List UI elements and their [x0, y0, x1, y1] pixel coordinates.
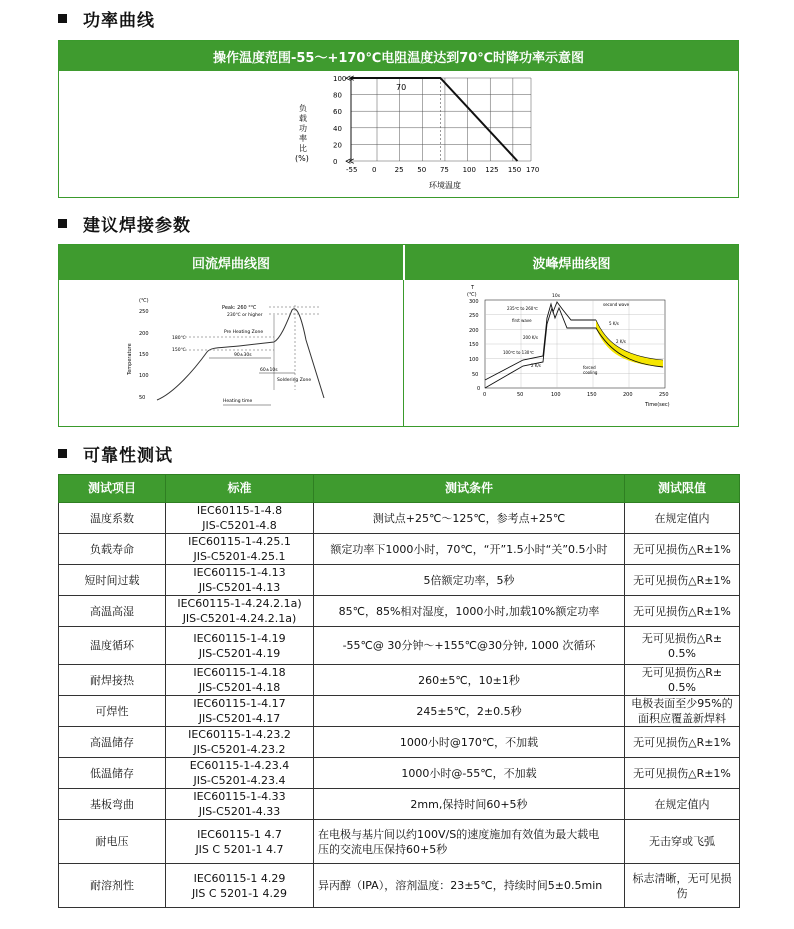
derating-curve — [351, 78, 517, 161]
cell-standard: IEC60115-1-4.25.1 JIS-C5201-4.25.1 — [166, 534, 314, 565]
wave-xtick: 200 — [623, 392, 633, 398]
axis-break-icon: ≪ — [345, 74, 355, 84]
reflow-ytick: 250 — [139, 309, 149, 315]
wave-ytick: 100 — [469, 357, 479, 363]
wave-forced: forced — [583, 365, 596, 370]
derating-ylabel: 负载功率比(%) — [295, 104, 309, 163]
cell-condition: 245±5℃，2±0.5秒 — [314, 696, 625, 727]
cell-limit: 无可见损伤△R±1% — [625, 758, 740, 789]
reflow-unit: (℃) — [139, 298, 149, 304]
divider — [403, 280, 404, 426]
table-row — [59, 665, 740, 696]
axis-break-icon: ≪ — [345, 157, 355, 167]
cell-standard: IEC60115-1 4.7 JIS C 5201-1 4.7 — [166, 820, 314, 864]
table-header-row — [59, 475, 740, 503]
cell-limit: 无可见损伤△R±1% — [625, 534, 740, 565]
bullet-square-icon — [58, 14, 67, 23]
cell-limit: 无可见损伤△R± 0.5% — [625, 665, 740, 696]
wave-ytick: 200 — [469, 328, 479, 334]
cell-condition: 1000小时@-55℃，不加载 — [314, 758, 625, 789]
cell-limit: 无击穿或飞弧 — [625, 820, 740, 864]
derating-xlabel: 环境温度 — [429, 181, 461, 190]
bullet-square-icon — [58, 449, 67, 458]
wave-second: second wave — [603, 302, 630, 307]
reflow-ytick: 50 — [139, 395, 146, 401]
table-row — [59, 758, 740, 789]
wave-s10: 10s — [552, 294, 561, 299]
cell-standard: IEC60115-1-4.13 JIS-C5201-4.13 — [166, 565, 314, 596]
wave-xtick: 100 — [551, 392, 561, 398]
cell-test-item: 耐电压 — [59, 820, 166, 864]
derating-chart-box — [58, 40, 739, 198]
wave-band — [596, 320, 663, 367]
cell-limit: 在规定值内 — [625, 789, 740, 820]
table-row — [59, 820, 740, 864]
table-row — [59, 534, 740, 565]
reflow-t60: 60±10s — [260, 368, 278, 373]
derating-xtick: 0 — [372, 166, 377, 174]
derating-xtick: 125 — [485, 166, 499, 174]
reflow-ytick: 100 — [139, 373, 149, 379]
derating-xtick: 25 — [394, 166, 404, 174]
cell-standard: EC60115-1-4.23.4 JIS-C5201-4.23.4 — [166, 758, 314, 789]
derating-xtick: -55 — [346, 166, 358, 174]
section-title-power-curve: 功率曲线 — [58, 6, 155, 31]
wave-header: 波峰焊曲线图 — [405, 245, 738, 280]
derating-header: 操作温度范围-55～+170℃电阻温度达到70℃时降功率示意图 — [59, 41, 738, 71]
wave-xtick: 0 — [483, 392, 487, 398]
wave-k200: 200 K/s — [523, 335, 538, 340]
cell-standard: IEC60115-1 4.29 JIS C 5201-1 4.29 — [166, 864, 314, 908]
wave-xtick: 150 — [587, 392, 597, 398]
cell-test-item: 负载寿命 — [59, 534, 166, 565]
table-row — [59, 503, 740, 534]
reflow-t150: 150℃ — [172, 348, 186, 353]
table-row — [59, 565, 740, 596]
derating-marker-label: 70 — [396, 83, 407, 92]
cell-standard: IEC60115-1-4.8 JIS-C5201-4.8 — [166, 503, 314, 534]
section-title-reliability: 可靠性测试 — [58, 441, 173, 466]
table-row — [59, 727, 740, 758]
wave-first: first wave — [512, 318, 532, 323]
derating-ytick: 60 — [333, 108, 342, 117]
cell-test-item: 耐焊接热 — [59, 665, 166, 696]
cell-standard: IEC60115-1-4.33 JIS-C5201-4.33 — [166, 789, 314, 820]
reliability-table — [58, 474, 740, 908]
derating-xtick: 170 — [526, 166, 540, 174]
reflow-ytick: 200 — [139, 331, 149, 337]
bullet-square-icon — [58, 219, 67, 228]
cell-standard: IEC60115-1-4.19 JIS-C5201-4.19 — [166, 627, 314, 665]
derating-ytick: 20 — [333, 141, 342, 150]
table-row — [59, 596, 740, 627]
cell-condition: 5倍额定功率，5秒 — [314, 565, 625, 596]
cell-test-item: 温度系数 — [59, 503, 166, 534]
cell-test-item: 可焊性 — [59, 696, 166, 727]
section-title-solder: 建议焊接参数 — [58, 211, 191, 236]
reflow-chart — [59, 280, 403, 426]
wave-time: Time(sec) — [645, 402, 670, 408]
wave-range1: 235℃ to 260℃ — [507, 306, 538, 311]
derating-ytick: 80 — [333, 91, 342, 100]
cell-test-item: 高温高湿 — [59, 596, 166, 627]
reflow-t90: 90±30s — [234, 353, 252, 358]
wave-cooling: cooling — [583, 370, 598, 375]
reflow-time: Heating time — [223, 399, 253, 404]
reflow-t180: 180℃ — [172, 336, 186, 341]
derating-ytick: 0 — [333, 158, 338, 166]
cell-condition: 260±5℃，10±1秒 — [314, 665, 625, 696]
cell-limit: 在规定值内 — [625, 503, 740, 534]
wave-range2: 100℃ to 130℃ — [503, 350, 534, 355]
derating-xtick: 100 — [462, 166, 476, 174]
cell-test-item: 高温储存 — [59, 727, 166, 758]
reflow-preheat: Pre Heating Zone — [224, 330, 264, 335]
solder-charts-box — [58, 244, 739, 427]
table-row — [59, 627, 740, 665]
reflow-ylabel: Temperature — [127, 343, 133, 375]
wave-ytick: 300 — [469, 299, 479, 305]
cell-test-item: 低温储存 — [59, 758, 166, 789]
wave-ytick: 0 — [477, 386, 481, 392]
cell-condition: 在电极与基片间以约100V/S的速度施加有效值为最大载电 压的交流电压保持60+5秒 — [314, 820, 625, 864]
cell-standard: IEC60115-1-4.23.2 JIS-C5201-4.23.2 — [166, 727, 314, 758]
wave-unit: (℃) — [467, 292, 477, 298]
reflow-header: 回流焊曲线图 — [59, 245, 403, 280]
reflow-peak: Peak: 260 °℃ — [222, 305, 257, 311]
wave-xtick: 50 — [517, 392, 524, 398]
cell-limit: 标志清晰，无可见损 伤 — [625, 864, 740, 908]
cell-condition: 2mm,保持时间60+5秒 — [314, 789, 625, 820]
derating-chart — [59, 71, 738, 197]
header-standard: 标准 — [166, 475, 314, 503]
derating-xtick: 150 — [507, 166, 522, 174]
cell-test-item: 基板弯曲 — [59, 789, 166, 820]
wave-grid — [485, 300, 665, 388]
cell-test-item: 温度循环 — [59, 627, 166, 665]
derating-xtick: 75 — [439, 166, 449, 174]
wave-k2a: 2 K/s — [616, 339, 626, 344]
cell-condition: 测试点+25℃～125℃，参考点+25℃ — [314, 503, 625, 534]
reflow-ytick: 150 — [139, 352, 149, 358]
derating-xtick: 50 — [417, 166, 427, 174]
wave-t: T — [471, 285, 475, 291]
cell-test-item: 耐溶剂性 — [59, 864, 166, 908]
cell-limit: 无可见损伤△R±1% — [625, 596, 740, 627]
wave-curve-upper — [485, 302, 596, 380]
wave-ytick: 150 — [469, 342, 479, 348]
reflow-zone: Soldering Zone — [277, 378, 312, 383]
wave-chart — [405, 280, 738, 426]
cell-condition: 异丙醇（IPA），溶剂温度：23±5℃，持续时间5±0.5min — [314, 864, 625, 908]
cell-limit: 电极表面至少95%的 面积应覆盖新焊料 — [625, 696, 740, 727]
reflow-higher: 230℃ or higher — [227, 313, 263, 318]
header-limit: 测试限值 — [625, 475, 740, 503]
cell-condition: 额定功率下1000小时，70℃，“开”1.5小时“关”0.5小时 — [314, 534, 625, 565]
table-row — [59, 789, 740, 820]
derating-ytick: 100 — [333, 75, 347, 83]
cell-standard: IEC60115-1-4.17 JIS-C5201-4.17 — [166, 696, 314, 727]
wave-ytick: 250 — [469, 313, 479, 319]
wave-k2b: 2 K/s — [531, 363, 541, 368]
cell-condition: 85℃，85%相对湿度，1000小时,加载10%额定功率 — [314, 596, 625, 627]
cell-test-item: 短时间过载 — [59, 565, 166, 596]
cell-condition: 1000小时@170℃，不加载 — [314, 727, 625, 758]
cell-standard: IEC60115-1-4.18 JIS-C5201-4.18 — [166, 665, 314, 696]
cell-limit: 无可见损伤△R±1% — [625, 727, 740, 758]
cell-limit: 无可见损伤△R±1% — [625, 565, 740, 596]
cell-limit: 无可见损伤△R± 0.5% — [625, 627, 740, 665]
derating-ytick: 40 — [333, 124, 342, 133]
table-row — [59, 696, 740, 727]
wave-k5: 5 K/s — [609, 321, 619, 326]
wave-xtick: 250 — [659, 392, 669, 398]
cell-standard: IEC60115-1-4.24.2.1a) JIS-C5201-4.24.2.1a) — [166, 596, 314, 627]
header-condition: 测试条件 — [314, 475, 625, 503]
cell-condition: -55℃@ 30分钟～+155℃@30分钟, 1000 次循环 — [314, 627, 625, 665]
table-row — [59, 864, 740, 908]
header-test-item: 测试项目 — [59, 475, 166, 503]
wave-ytick: 50 — [472, 372, 479, 378]
